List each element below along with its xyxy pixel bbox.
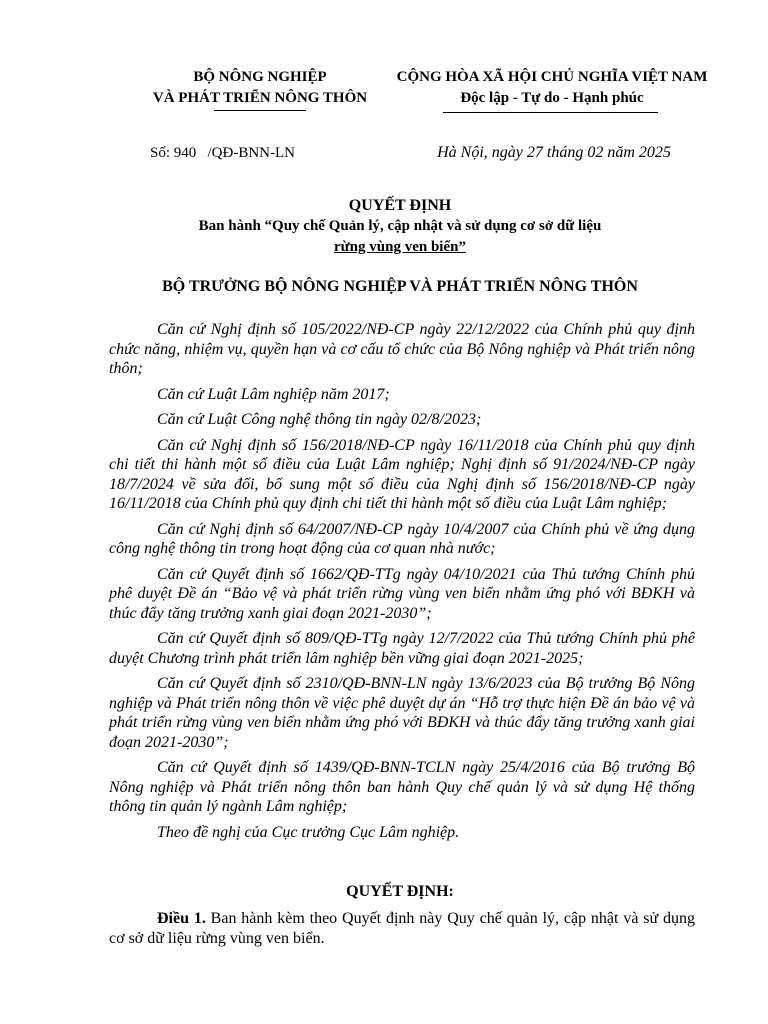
article-1-text: Ban hành kèm theo Quyết định này Quy chế quản lý, cập nhật và sử dụng cơ sở dữ liệu rừng vùng ven biển.: [109, 910, 696, 947]
article-1: [109, 909, 695, 949]
preamble-item: Căn cứ Quyết định số 2310/QĐ-BNN-LN ngày 13/6/2023 của Bộ trưởng Bộ Nông nghiệp và Phát triển nông thôn về việc phê duyệt dự án “Hỗ trợ thực hiện Đề án bảo vệ và phát triển rừng vùng ven biển nhằm ứng phó với BĐKH và thúc đẩy tăng trưởng xanh giai đoạn 2021-2030”;: [109, 675, 695, 751]
nation-line-1: CỘNG HÒA XÃ HỘI CHỦ NGHĨA VIỆT NAM: [396, 69, 708, 85]
national-motto: [372, 67, 732, 109]
issuing-agency: [120, 67, 400, 109]
subtitle-line-1: Ban hành “Quy chế Quản lý, cập nhật và sử dụng cơ sở dữ liệu: [198, 218, 602, 234]
preamble-item: Căn cứ Quyết định số 1662/QĐ-TTg ngày 04/10/2021 của Thủ tướng Chính phủ phê duyệt Đề án “Bảo vệ và phát triển rừng vùng ven biển nhằm ứng phó với BĐKH và thúc đẩy tăng trưởng xanh giai đoạn 2021-2030”;: [109, 565, 695, 622]
preamble-item: Căn cứ Quyết định số 1439/QĐ-BNN-TCLN ngày 25/4/2016 của Bộ trưởng Bộ Nông nghiệp và Phát triển nông thôn ban hành Quy chế quản lý và sử dụng Hệ thống thông tin quản lý ngành Lâm nghiệp;: [109, 759, 695, 815]
nation-line-2: Độc lập - Tự do - Hạnh phúc: [460, 90, 644, 106]
motto-underline: [443, 112, 658, 113]
document-subtitle: [0, 216, 768, 258]
agency-underline: [214, 110, 306, 111]
preamble: [109, 320, 695, 848]
subtitle-line-2: rừng vùng ven biển”: [334, 239, 466, 255]
preamble-item: Căn cứ Luật Lâm nghiệp năm 2017;: [157, 385, 390, 403]
preamble-item: Căn cứ Luật Công nghệ thông tin ngày 02/8/2023;: [157, 411, 482, 428]
document-title: QUYẾT ĐỊNH: [348, 197, 452, 214]
place-date: Hà Nội, ngày 27 tháng 02 năm 2025: [437, 144, 671, 161]
preamble-item: Căn cứ Quyết định số 809/QĐ-TTg ngày 12/7/2022 của Thủ tướng Chính phủ phê duyệt Chương trình phát triển lâm nghiệp bền vững giai đoạn 2021-2025;: [109, 630, 695, 667]
preamble-item: Căn cứ Nghị định số 156/2018/NĐ-CP ngày 16/11/2018 của Chính phủ quy định chi tiết thi hành một số điều của Luật Lâm nghiệp; Nghị định số 91/2024/NĐ-CP ngày 18/7/2024 về sửa đổi, bổ sung một số điều của Nghị định số 156/2018/NĐ-CP ngày 16/11/2018 của Chính phủ quy định chi tiết thi hành một số điều của Luật Lâm nghiệp;: [109, 436, 695, 512]
preamble-item: Căn cứ Nghị định số 105/2022/NĐ-CP ngày 22/12/2022 của Chính phủ quy định chức năng, nhiệm vụ, quyền hạn và cơ cấu tổ chức của Bộ Nông nghiệp và Phát triển nông thôn;: [109, 321, 695, 377]
document-number: Số: 940 /QĐ-BNN-LN: [150, 145, 295, 161]
article-1-label: Điều 1.: [157, 910, 206, 927]
preamble-item: Theo đề nghị của Cục trưởng Cục Lâm nghiệp.: [157, 823, 460, 841]
agency-line-2: VÀ PHÁT TRIỂN NÔNG THÔN: [152, 90, 368, 106]
decision-heading: QUYẾT ĐỊNH:: [346, 883, 454, 900]
issuer-heading: BỘ TRƯỞNG BỘ NÔNG NGHIỆP VÀ PHÁT TRIỂN NÔNG THÔN: [162, 278, 638, 295]
agency-line-1: BỘ NÔNG NGHIỆP: [193, 69, 327, 85]
preamble-item: Căn cứ Nghị định số 64/2007/NĐ-CP ngày 10/4/2007 của Chính phủ về ứng dụng công nghệ thông tin trong hoạt động của cơ quan nhà nước;: [109, 520, 695, 557]
